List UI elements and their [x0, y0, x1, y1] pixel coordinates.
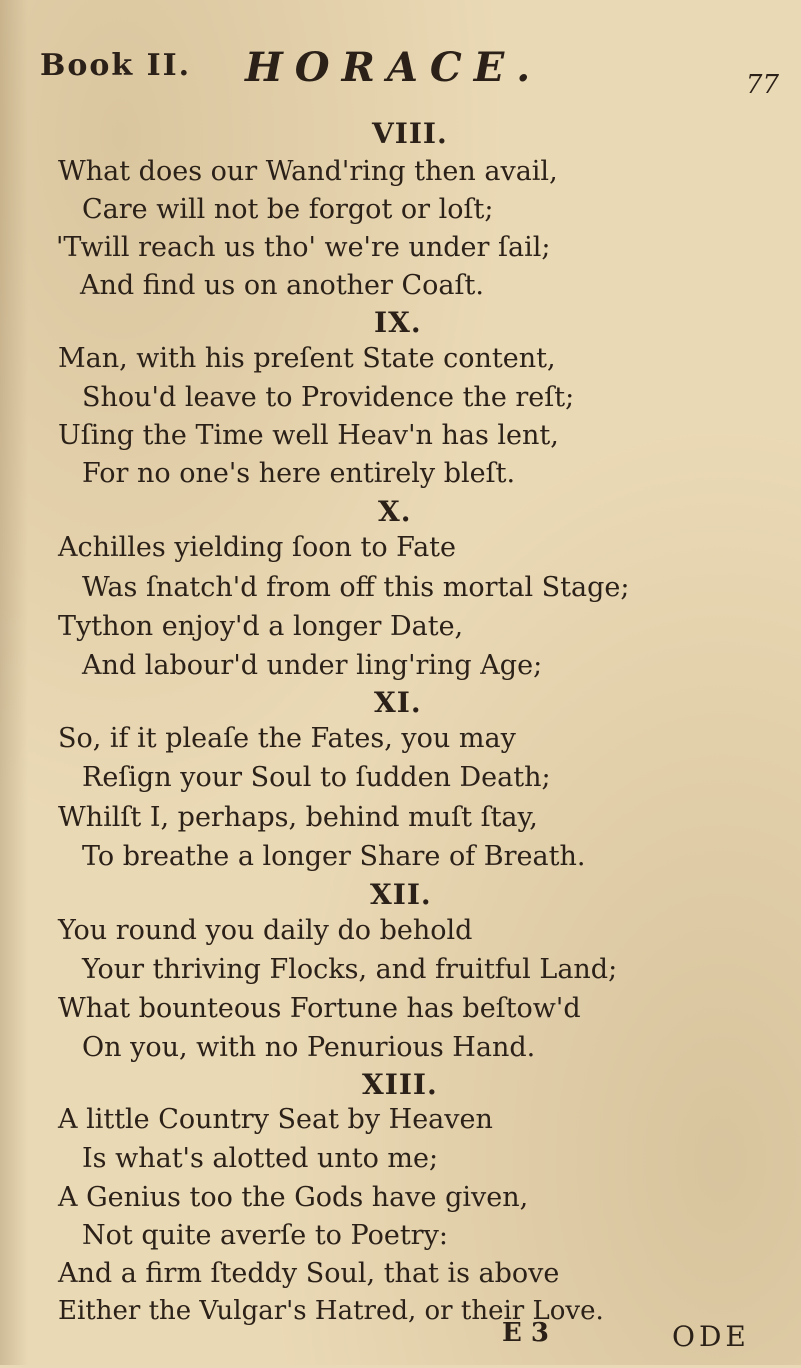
verse-line: Was ſnatch'd from off this mortal Stage;: [82, 572, 630, 603]
verse-line: So, if it pleaſe the Fates, you may: [58, 723, 516, 754]
verse-line: Tython enjoy'd a longer Date,: [58, 611, 464, 642]
verse-line: Your thriving Flocks, and fruitful Land;: [82, 954, 618, 985]
stanza-numeral: X.: [378, 495, 412, 528]
verse-line: What does our Wand'ring then avail,: [58, 156, 558, 187]
verse-line: To breathe a longer Share of Breath.: [82, 841, 586, 872]
page-number: 77: [745, 70, 779, 100]
verse-line: Man, with his preſent State content,: [58, 343, 556, 374]
running-title: HORACE.: [245, 44, 543, 91]
verse-line: Whilſt I, perhaps, behind muſt ſtay,: [58, 802, 538, 833]
verse-line: Achilles yielding ſoon to Fate: [58, 532, 456, 563]
verse-line: Reſign your Soul to ſudden Death;: [82, 762, 551, 793]
stanza-numeral: IX.: [374, 306, 422, 339]
page-header: [40, 44, 779, 104]
verse-line: And a firm ſteddy Soul, that is above: [58, 1258, 560, 1289]
catchword: ODE: [672, 1320, 750, 1353]
verse-line: A Genius too the Gods have given,: [58, 1182, 529, 1213]
verse-line: Uſing the Time well Heav'n has lent,: [58, 420, 559, 451]
verse-line: For no one's here entirely bleſt.: [82, 458, 516, 489]
verse-line: 'Twill reach us tho' we're under ſail;: [56, 232, 551, 263]
stanza-numeral: XI.: [374, 686, 422, 719]
verse-line: Not quite averſe to Poetry:: [82, 1220, 448, 1251]
verse-line: Care will not be forgot or loſt;: [82, 194, 494, 225]
stanza-numeral: XII.: [370, 878, 432, 911]
verse-line: What bounteous Fortune has beſtow'd: [58, 993, 581, 1024]
stanza-numeral: XIII.: [362, 1068, 438, 1101]
verse-line: And find us on another Coaſt.: [80, 270, 484, 301]
verse-line: Either the Vulgar's Hatred, or their Love.: [58, 1296, 604, 1326]
signature-mark: E 3: [502, 1318, 549, 1348]
verse-line: Is what's alotted unto me;: [82, 1143, 439, 1174]
verse-line: A little Country Seat by Heaven: [58, 1104, 493, 1135]
page-footer: [0, 1318, 801, 1368]
verse-line: And labour'd under ling'ring Age;: [82, 650, 543, 681]
stanza-numeral: VIII.: [372, 117, 448, 150]
verse-line: You round you daily do behold: [58, 915, 473, 946]
book-label: Book II.: [40, 48, 192, 83]
verse-line: Shou'd leave to Providence the reſt;: [82, 382, 575, 413]
verse-line: On you, with no Penurious Hand.: [82, 1032, 536, 1063]
